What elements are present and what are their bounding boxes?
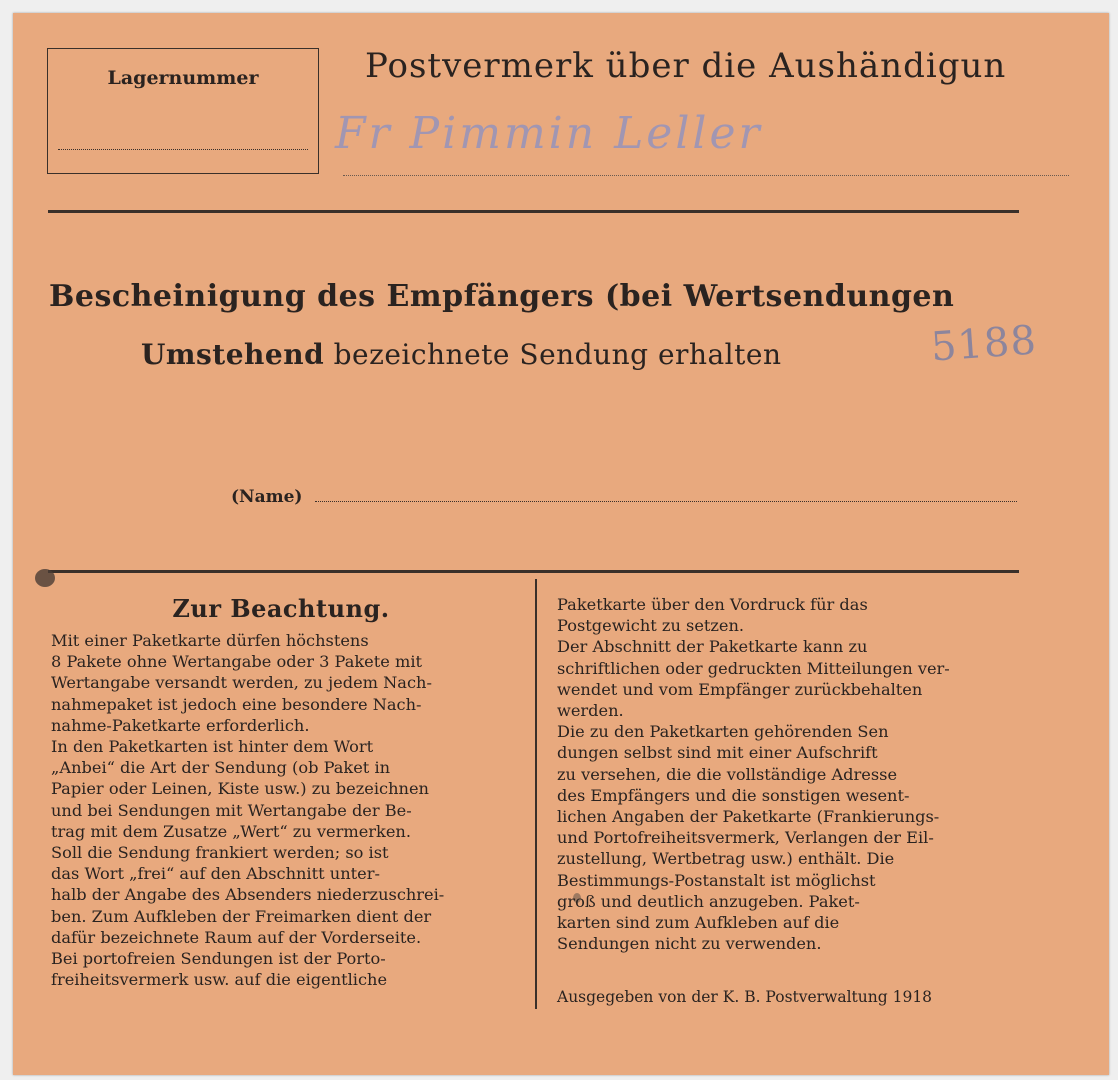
left-line: nahme-Paketkarte erforderlich.	[51, 715, 310, 735]
pencil-annotation: 5188	[929, 317, 1039, 371]
left-line: das Wort „frei“ auf den Abschnitt unter-	[51, 864, 380, 884]
divider-middle	[48, 570, 1019, 573]
left-line: Soll die Sendung frankiert werden; so ist	[51, 843, 389, 863]
left-line: 8 Pakete ohne Wertangabe oder 3 Pakete mit	[51, 652, 422, 672]
right-line: Bestimmungs-Postanstalt ist möglichst	[557, 870, 876, 890]
right-line: lichen Angaben der Paketkarte (Frankierungs-	[557, 807, 940, 827]
left-line: Wertangabe versandt werden, zu jedem Nach-	[51, 673, 432, 693]
right-line: dungen selbst sind mit einer Aufschrift	[557, 743, 878, 763]
right-line: groß und deutlich anzugeben. Paket-	[557, 891, 860, 911]
left-line: In den Paketkarten ist hinter dem Wort	[51, 737, 374, 757]
ink-blot	[35, 569, 55, 587]
lagernummer-box	[47, 48, 319, 174]
postvermerk-heading: Postvermerk über die Aushändigun	[365, 46, 1007, 86]
left-line: Papier oder Leinen, Kiste usw.) zu bezeichnen	[51, 779, 429, 799]
right-line: und Portofreiheitsvermerk, Verlangen der Eil-	[557, 828, 934, 848]
left-line: nahmepaket ist jedoch eine besondere Nach-	[51, 694, 422, 714]
lagernummer-dotted-line	[58, 149, 308, 150]
left-line: „Anbei“ die Art der Sendung (ob Paket in	[51, 758, 391, 778]
right-line: karten sind zum Aufkleben auf die	[557, 913, 840, 933]
umstehend-bold: Umstehend	[141, 338, 325, 371]
column-divider	[535, 579, 537, 1009]
handwritten-signature: Fr Pimmin Leller	[335, 108, 763, 159]
right-column-text	[557, 594, 1077, 954]
right-line: des Empfängers und die sonstigen wesent-	[557, 785, 910, 805]
left-line: und bei Sendungen mit Wertangabe der Be-	[51, 800, 412, 820]
lagernummer-label: Lagernummer	[107, 67, 259, 89]
right-line: werden.	[557, 701, 624, 721]
right-line: Der Abschnitt der Paketkarte kann zu	[557, 637, 868, 657]
signature-dotted-line	[343, 175, 1069, 176]
left-line: halb der Angabe des Absenders niederzuschrei-	[51, 885, 445, 905]
divider-top	[48, 210, 1019, 213]
issuer-footer: Ausgegeben von der K. B. Postverwaltung 1918	[557, 988, 933, 1006]
right-line: schriftlichen oder gedruckten Mitteilungen ver-	[557, 658, 950, 678]
parcel-card-back	[13, 13, 1109, 1075]
left-column-text	[51, 630, 529, 990]
right-line: zustellung, Wertbetrag usw.) enthält. Die	[557, 849, 895, 869]
name-label: (Name)	[231, 487, 303, 507]
right-line: Die zu den Paketkarten gehörenden Sen	[557, 722, 889, 742]
left-line: Bei portofreien Sendungen ist der Porto-	[51, 949, 386, 969]
left-line: ben. Zum Aufkleben der Freimarken dient der	[51, 906, 432, 926]
left-line: Mit einer Paketkarte dürfen höchstens	[51, 631, 369, 650]
left-line: dafür bezeichnete Raum auf der Vorderseite.	[51, 927, 422, 947]
name-dotted-line	[315, 501, 1017, 502]
right-line: Paketkarte über den Vordruck für das	[557, 595, 868, 614]
right-line: zu versehen, die die vollständige Adresse	[557, 764, 898, 784]
right-line: Sendungen nicht zu verwenden.	[557, 934, 822, 954]
left-line: freiheitsvermerk usw. auf die eigentliche	[51, 970, 388, 990]
umstehend-rest: bezeichnete Sendung erhalten	[324, 338, 782, 371]
bescheinigung-heading: Bescheinigung des Empfängers (bei Wertsendungen	[49, 279, 955, 314]
left-line: trag mit dem Zusatze „Wert“ zu vermerken.	[51, 821, 411, 841]
umstehend-line	[141, 338, 781, 371]
right-line: Postgewicht zu setzen.	[557, 616, 745, 636]
zur-beachtung-heading: Zur Beachtung.	[172, 594, 390, 623]
right-line: wendet und vom Empfänger zurückbehalten	[557, 679, 923, 699]
